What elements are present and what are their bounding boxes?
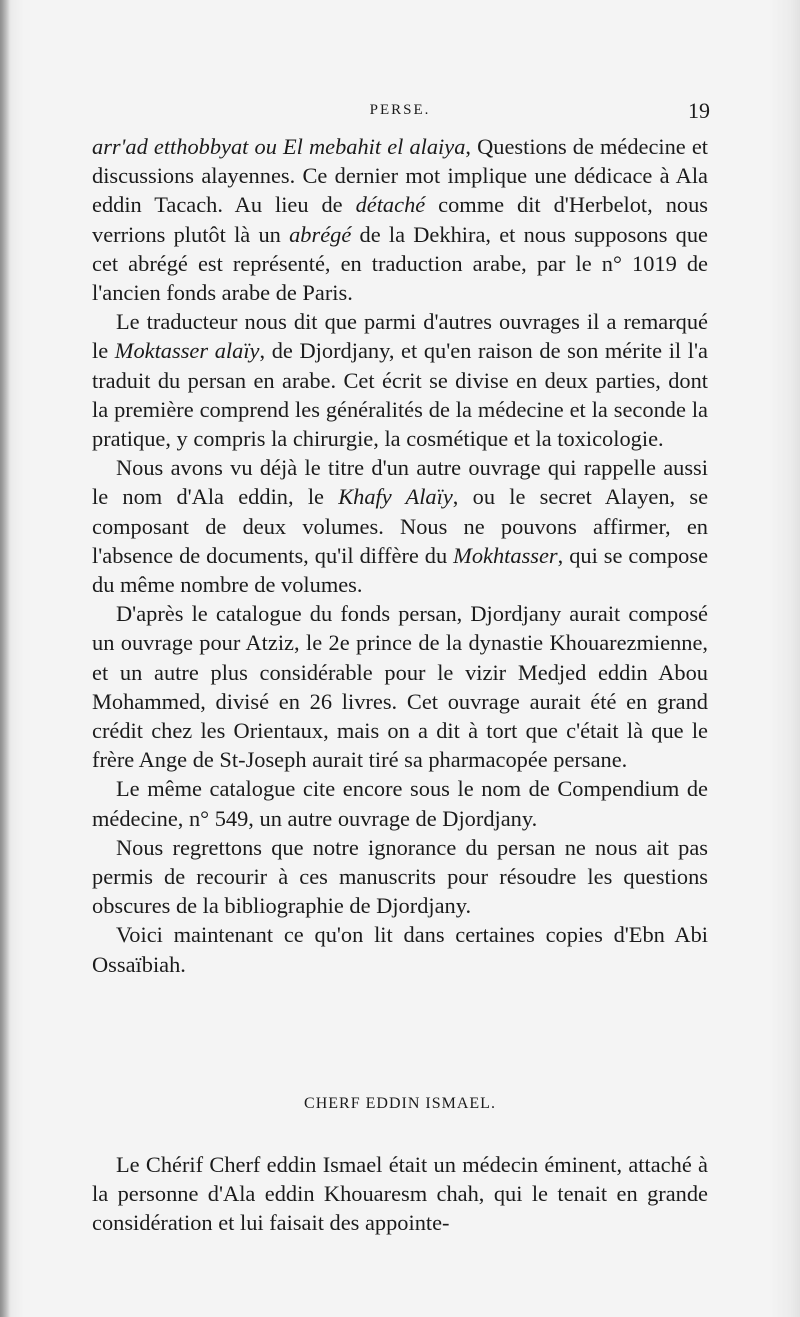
paragraph-text: comme dit d'Herbelot, nous verrions plutôt là un <box>92 192 708 247</box>
running-head <box>90 98 710 126</box>
paragraph-text: , de Djordjany, et qu'en raison de son mérite il l'a traduit du persan en arabe. Cet écrit se divise en deux parties, dont la première comprend les généralités de la médecine et la seconde la pratique, y compris la chirurgie, la cosmétique et la toxicologie. <box>92 338 708 452</box>
paragraph-text: Le traducteur nous dit que parmi d'autres ouvrages il a remarqué le <box>92 309 708 364</box>
paragraph-text: de la Dekhira, et nous supposons que cet abrégé est représenté, en traduction arabe, par le n° 1019 de l'ancien fonds arabe de Paris. <box>92 221 708 306</box>
paragraph <box>92 833 708 921</box>
paragraph <box>92 774 708 832</box>
paragraph-text: Nous regrettons que notre ignorance du persan ne nous ait pas permis de recourir à ces manuscrits pour résoudre les questions obscures de la bibliographie de Djordjany. <box>92 834 708 919</box>
paragraph-text: Le Chérif Cherf eddin Ismael était un médecin éminent, attaché à la personne d'Ala eddin Khouaresm chah, qui le tenait en grande considération et lui faisait des appointe- <box>92 1152 708 1236</box>
binding-shadow <box>0 0 10 1317</box>
paragraph <box>92 920 708 978</box>
italic-title-text: Moktasser alaïy <box>114 338 260 364</box>
italic-title-text: Khafy Alaïy <box>338 484 453 510</box>
paragraph <box>92 453 708 599</box>
section-heading: CHERF EDDIN ISMAEL. <box>304 1095 496 1112</box>
paragraph <box>92 132 708 307</box>
paragraph-text: , Questions de médecine et discussions alayennes. Ce dernier mot implique une dédicace à Ala eddin Tacach. Au lieu de <box>92 134 708 218</box>
section-text <box>92 1150 708 1238</box>
body-text <box>92 132 708 979</box>
italic-title-text: Mokhtasser <box>453 542 558 568</box>
paragraph-text: Nous avons vu déjà le titre d'un autre ouvrage qui rappelle aussi le nom d'Ala eddin, le <box>92 455 708 510</box>
italic-title-text: arr'ad etthobbyat ou El mebahit el alaiya <box>92 134 466 159</box>
paragraph <box>92 1150 708 1238</box>
paragraph-text: Le même catalogue cite encore sous le nom de Compendium de médecine, n° 549, un autre ouvrage de Djordjany. <box>92 776 708 831</box>
running-title: PERSE. <box>369 102 431 118</box>
paragraph <box>92 599 708 774</box>
paragraph-text: D'après le catalogue du fonds persan, Djordjany aurait composé un ouvrage pour Atziz, le 2e prince de la dynastie Khouarezmienne, et un autre plus considérable pour le vizir Medjed eddin Abou Mohammed, divisé en 26 livres. Cet ouvrage aurait été en grand crédit chez les Orientaux, mais on a dit à tort que c'était là que le frère Ange de St-Joseph aurait tiré sa pharmacopée persane. <box>92 601 708 773</box>
italic-title-text: détaché <box>355 192 426 218</box>
paragraph-text: , ou le secret Alayen, se composant de deux volumes. Nous ne pouvons affirmer, en l'absence de documents, qu'il diffère du <box>92 484 709 568</box>
paragraph-text: Voici maintenant ce qu'on lit dans certaines copies d'Ebn Abi Ossaïbiah. <box>92 922 708 977</box>
italic-title-text: abrégé <box>289 221 352 247</box>
paragraph <box>92 307 708 453</box>
paragraph-text: , qui se compose du même nombre de volumes. <box>92 542 709 598</box>
page-number: 19 <box>688 98 710 123</box>
